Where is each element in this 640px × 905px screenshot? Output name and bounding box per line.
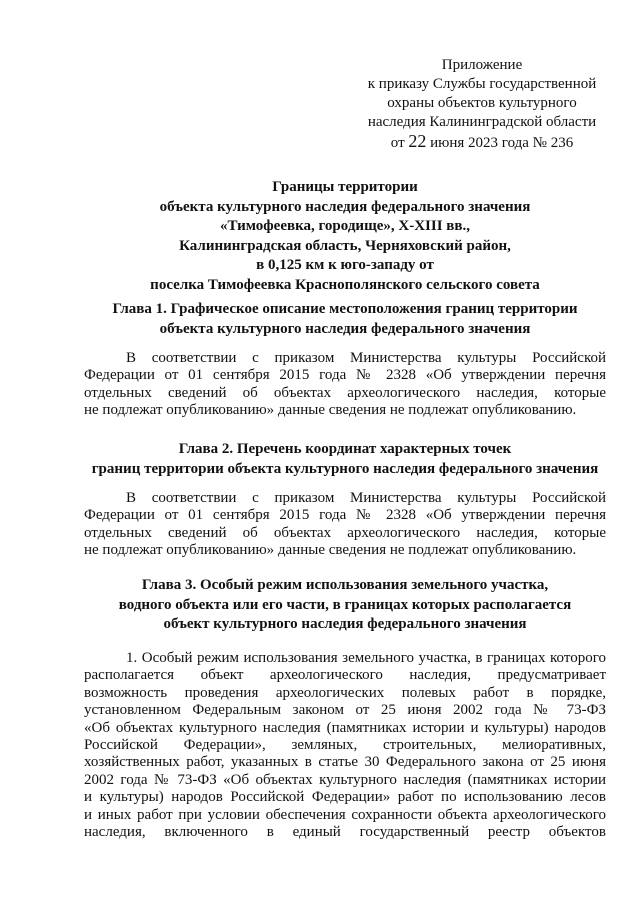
heading-line: Глава 1. Графическое описание местоположения границ территории: [112, 301, 578, 317]
text-line: «Об объектах культурного наследия (памятниках истории и культуры) народов: [84, 719, 606, 736]
heading-line: водного объекта или его части, в границах которых располагается: [118, 596, 572, 613]
text-line: В соответствии с приказом Министерства культуры Российской: [126, 350, 606, 366]
appendix-date-line: [352, 132, 612, 153]
text-line: располагается объект археологического наследия, предусматривает: [84, 667, 606, 684]
heading-line: Глава 3. Особый режим использования земельного участка,: [141, 577, 549, 593]
title-line: объекта культурного наследия федерального значения: [159, 198, 531, 215]
text-line: не подлежат опубликованию» данные сведения не подлежат опубликованию.: [84, 402, 577, 419]
chapter3-text: [84, 650, 606, 841]
text-line: и культуры) народов Российской Федерации» работ по использованию лесов: [84, 789, 606, 806]
date-suffix: июня 2023 года № 236: [426, 135, 574, 151]
heading-line: Глава 2. Перечень координат характерных точек: [178, 441, 512, 457]
text-line: хозяйственных работ, указанных в статье 30 Федерального закона от 25 июня: [84, 754, 606, 771]
heading-line: объекта культурного наследия федерального значения: [159, 320, 531, 337]
appendix-service-line: охраны объектов культурного: [387, 95, 577, 111]
text-line: наследия, включенного в единый государственный реестр объектов: [84, 824, 606, 841]
chapter2-text: [84, 490, 606, 560]
text-line: 1. Особый режим использования земельного участка, в границах которого: [126, 650, 606, 666]
text-line: Российской Федерации», земляных, строительных, мелиоративных,: [84, 737, 606, 754]
heading-line: границ территории объекта культурного наследия федерального значения: [91, 460, 599, 477]
text-line: установленном Федеральным законом от 25 июня 2002 года № 73-ФЗ: [84, 702, 606, 719]
text-line: не подлежат опубликованию» данные сведения не подлежат опубликованию.: [84, 542, 577, 559]
text-line: и иных работ при условии обеспечения сохранности объекта археологического: [84, 806, 606, 823]
text-line: отдельных сведений об объектах археологического наследия, которые: [84, 384, 606, 401]
date-prefix: от: [390, 135, 409, 151]
appendix-label: Приложение: [441, 57, 523, 73]
title-line: Границы территории: [272, 179, 418, 195]
document-title: [84, 178, 606, 296]
text-line: возможность проведения археологических полевых работ в порядке,: [84, 684, 606, 701]
appendix-order-line: к приказу Службы государственной: [367, 76, 597, 92]
text-line: В соответствии с приказом Министерства культуры Российской: [126, 490, 606, 506]
title-line: Калининградская область, Черняховский район,: [179, 237, 511, 254]
heading-line: объект культурного наследия федерального значения: [163, 616, 527, 633]
text-line: Федерации от 01 сентября 2015 года № 2328 «Об утверждении перечня: [84, 507, 606, 524]
text-line: Федерации от 01 сентября 2015 года № 2328 «Об утверждении перечня: [84, 367, 606, 384]
title-line: «Тимофеевка, городище», X-XIII вв.,: [219, 218, 471, 235]
chapter2-heading: [84, 440, 606, 479]
appendix-region-line: наследия Калининградской области: [367, 114, 597, 130]
date-day: 22: [408, 131, 427, 151]
text-line: 2002 года № 73-ФЗ «Об объектах культурного наследия (памятниках истории: [84, 771, 606, 788]
title-line: в 0,125 км к юго-западу от: [256, 257, 434, 274]
chapter1-text: [84, 350, 606, 420]
chapter3-heading: [84, 576, 606, 635]
text-line: отдельных сведений об объектах археологического наследия, которые: [84, 524, 606, 541]
chapter1-heading: [84, 300, 606, 339]
title-line: поселка Тимофеевка Краснополянского сельского совета: [150, 276, 540, 293]
appendix-header: [352, 56, 612, 153]
